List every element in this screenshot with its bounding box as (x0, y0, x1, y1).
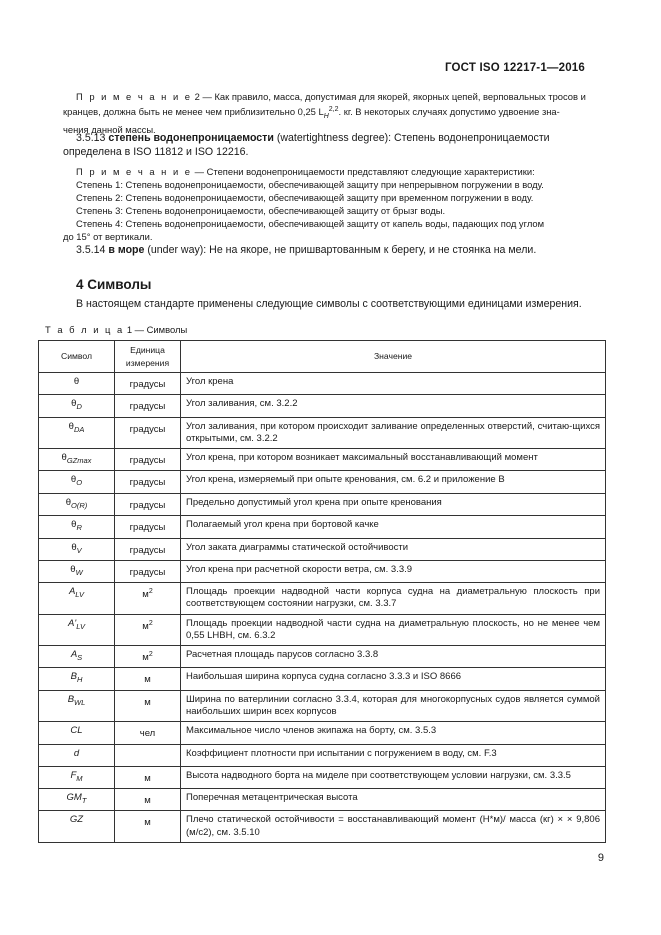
table-row (39, 668, 606, 690)
meaning-cell: Угол заката диаграммы статической остойчивости (181, 538, 606, 560)
unit-cell: чел (115, 722, 181, 744)
section-title: 4 Символы (76, 277, 152, 292)
meaning-cell: Наибольшая ширина корпуса судна согласно 3.3.3 и ISO 8666 (181, 668, 606, 690)
symbol-cell: $\theta_{DA}$ (39, 417, 115, 448)
table-caption: Т а б л и ц а 1 — Символы (45, 324, 188, 335)
note-2 (63, 90, 591, 136)
note-2-line-2: кранцев, должна быть не менее чем приблизительно 0,25 $L_H^{2,2}$. кг. В некоторых случаях допустимо удвоение зна- (63, 106, 560, 120)
meaning-cell: Полагаемый угол крена при бортовой качке (181, 516, 606, 538)
symbol-cell: $A_{LV}$ (39, 583, 115, 614)
table-row (39, 471, 606, 493)
symbol-cell: θ (39, 373, 115, 395)
symbol-cell: $\theta_R$ (39, 516, 115, 538)
meaning-cell: Поперечная метацентрическая высота (181, 789, 606, 811)
unit-cell: градусы (115, 516, 181, 538)
unit-cell (115, 744, 181, 766)
table-row (39, 538, 606, 560)
unit-cell: градусы (115, 373, 181, 395)
meaning-cell: Предельно допустимый угол крена при опыте кренования (181, 493, 606, 515)
symbol-cell: $A'_{LV}$ (39, 614, 115, 645)
table-row (39, 789, 606, 811)
note-degrees: П р и м е ч а н и е — Степени водонепроницаемости представляют следующие характеристики: Степень 1: Степень водонепроницаемости, обеспечивающей защиту при непрерывном погружении в воду. Степень 2: Степень водонепроницаемости, обеспечивающей защиту при временном погружении в воду. Степень 3: Степень водонепроницаемости, обеспечивающей защиту от брызг воды. Степень 4: Степень водонепроницаемости, обеспечивающей защиту от капель воды, падающих под углом до 15° от вертикали. (63, 166, 545, 242)
symbol-cell: d (39, 744, 115, 766)
symbol-cell: $\theta_{O(R)}$ (39, 493, 115, 515)
meaning-cell: Угол крена (181, 373, 606, 395)
table-row (39, 744, 606, 766)
section-intro: В настоящем стандарте применены следующие символы с соответствующими единицами измерения. (76, 298, 582, 310)
meaning-cell: Высота надводного борта на миделе при соответствующем условии нагрузки, см. 3.3.5 (181, 766, 606, 788)
symbol-cell: $\theta_O$ (39, 471, 115, 493)
table-row (39, 811, 606, 842)
symbol-cell: $\theta_V$ (39, 538, 115, 560)
unit-cell: градусы (115, 538, 181, 560)
unit-cell: градусы (115, 560, 181, 582)
note-2-line-3: чения данной массы. (63, 124, 156, 135)
table-row (39, 614, 606, 645)
meaning-cell: Коэффициент плотности при испытании с погружением в воду, см. F.3 (181, 744, 606, 766)
clause-3-5-13: 3.5.13 степень водонепроницаемости (watertightness degree): Степень водонепроницаемости определена в ISO 11812 и ISO 12216. (63, 132, 550, 158)
unit-cell: градусы (115, 395, 181, 417)
term: степень водонепроницаемости (108, 132, 274, 144)
table-row (39, 583, 606, 614)
meaning-cell: Максимальное число членов экипажа на борту, см. 3.5.3 (181, 722, 606, 744)
meaning-cell: Ширина по ватерлинии согласно 3.3.4, которая для многокорпусных судов является суммой наибольших ширин всех корпусов (181, 690, 606, 721)
unit-cell: градусы (115, 493, 181, 515)
meaning-cell: Плечо статической остойчивости = восстанавливающий момент (Н*м)/ масса (кг) × × 9,806 (м/с2), см. 3.5.10 (181, 811, 606, 842)
meaning-cell: Угол заливания, см. 3.2.2 (181, 395, 606, 417)
note-2-line-1: П р и м е ч а н и е 2 — Как правило, масса, допустимая для якорей, якорных цепей, верповальных тросов и (76, 91, 586, 102)
table-row (39, 493, 606, 515)
unit-cell: $м^2$ (115, 646, 181, 668)
table-row (39, 417, 606, 448)
symbol-cell: $B_H$ (39, 668, 115, 690)
meaning-cell: Угол крена, при котором возникает максимальный восстанавливающий момент (181, 449, 606, 471)
unit-cell: градусы (115, 471, 181, 493)
header-unit: Единица измерения (115, 341, 181, 373)
unit-cell: градусы (115, 417, 181, 448)
table-row (39, 516, 606, 538)
unit-cell: м (115, 690, 181, 721)
table-row (39, 646, 606, 668)
table-row (39, 395, 606, 417)
symbol-cell: $\theta_W$ (39, 560, 115, 582)
symbol-cell: $F_M$ (39, 766, 115, 788)
unit-cell: м (115, 811, 181, 842)
table-row (39, 449, 606, 471)
meaning-cell: Расчетная площадь парусов согласно 3.3.8 (181, 646, 606, 668)
term: в море (108, 244, 145, 256)
unit-cell: м (115, 766, 181, 788)
standard-header: ГОСТ ISO 12217-1—2016 (444, 62, 585, 74)
header-meaning: Значение (181, 341, 606, 373)
table-row (39, 373, 606, 395)
unit-cell: $м^2$ (115, 583, 181, 614)
symbol-cell: GZ (39, 811, 115, 842)
table-row (39, 560, 606, 582)
table-row (39, 690, 606, 721)
meaning-cell: Угол крена при расчетной скорости ветра, см. 3.3.9 (181, 560, 606, 582)
unit-cell: м (115, 789, 181, 811)
header-symbol: Символ (39, 341, 115, 373)
symbol-cell: $A_S$ (39, 646, 115, 668)
unit-cell: градусы (115, 449, 181, 471)
note-label: П р и м е ч а н и е (76, 91, 193, 102)
symbol-cell: $\theta_D$ (39, 395, 115, 417)
meaning-cell: Площадь проекции надводной части корпуса судна на диаметральную плоскость при соответствующем состоянии нагрузки, см. 3.3.7 (181, 583, 606, 614)
table-row (39, 766, 606, 788)
clause-3-5-14: 3.5.14 в море (under way): Не на якоре, не пришвартованным к берегу, и не стоянка на мели. (76, 244, 537, 256)
meaning-cell: Угол заливания, при котором происходит заливание определенных отверстий, считаю-щихся открытыми, см. 3.2.2 (181, 417, 606, 448)
note-label: П р и м е ч а н и е (76, 166, 193, 177)
page-number: 9 (597, 852, 604, 864)
symbol-cell: CL (39, 722, 115, 744)
symbol-cell: $\theta_{GZmax}$ (39, 449, 115, 471)
table-row (39, 722, 606, 744)
unit-cell: $м^2$ (115, 614, 181, 645)
table-header-row (39, 341, 606, 373)
symbols-table (38, 340, 606, 843)
symbol-cell: $GM_T$ (39, 789, 115, 811)
symbol-cell: $B_{WL}$ (39, 690, 115, 721)
meaning-cell: Площадь проекции надводной части судна на диаметральную плоскость, но не менее чем 0,55 LHBH, см. 6.3.2 (181, 614, 606, 645)
meaning-cell: Угол крена, измеряемый при опыте кренования, см. 6.2 и приложение В (181, 471, 606, 493)
unit-cell: м (115, 668, 181, 690)
